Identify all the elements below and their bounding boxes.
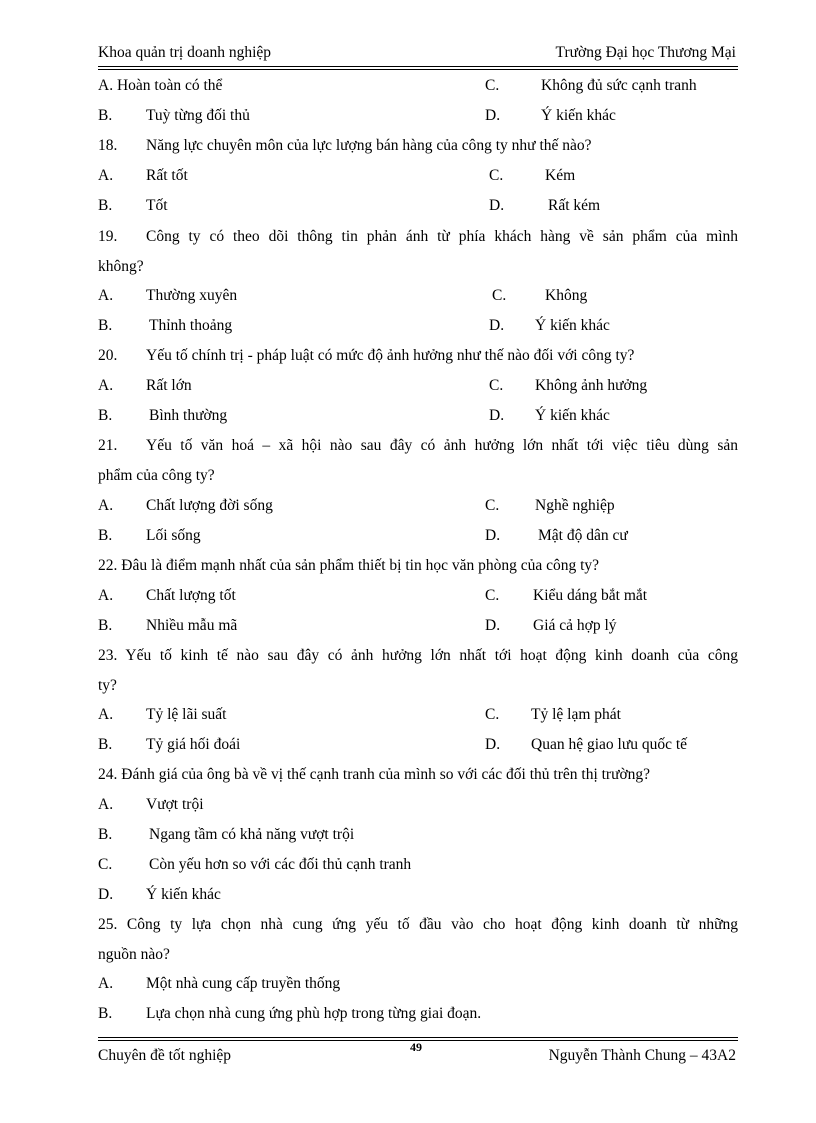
header-rule-inner xyxy=(98,69,738,70)
option-text: Tốt xyxy=(146,197,168,214)
line-text: A. Hoàn toàn có thể xyxy=(98,77,223,94)
option-letter: D. xyxy=(489,407,505,424)
option-letter: B. xyxy=(98,317,113,334)
header-university: Trường Đại học Thương Mại xyxy=(555,44,736,61)
option-text: Rất tốt xyxy=(146,167,188,184)
question-text: Yếu tố chính trị - pháp luật có mức độ ảnh hưởng như thế nào đối với công ty? xyxy=(146,347,635,364)
option-letter: B. xyxy=(98,1005,113,1022)
option-text: Chất lượng đời sống xyxy=(146,497,273,514)
option-text: Bình thường xyxy=(149,407,228,424)
question-text: 24. Đánh giá của ông bà về vị thế cạnh tranh của mình so với các đối thủ trên thị trường? xyxy=(98,766,651,783)
option-text: Mật độ dân cư xyxy=(538,527,628,544)
question-number: 20. xyxy=(98,347,118,364)
question-text: Công ty có theo dõi thông tin phản ánh từ phía khách hàng về sản phẩm của mình xyxy=(146,228,738,245)
question-number: 19. xyxy=(98,228,118,245)
option-text: Còn yếu hơn so với các đối thủ cạnh tranh xyxy=(149,856,412,873)
header-faculty: Khoa quản trị doanh nghiệp xyxy=(98,44,272,61)
option-letter: D. xyxy=(489,197,505,214)
footer-title: Chuyên đề tốt nghiệp xyxy=(98,1047,232,1064)
option-letter: C. xyxy=(489,377,504,394)
option-text: Nghề nghiệp xyxy=(535,497,615,514)
option-text: Tuỳ từng đối thủ xyxy=(146,107,250,124)
option-text: Lựa chọn nhà cung ứng phù hợp trong từng giai đoạn. xyxy=(146,1005,482,1022)
question-text: Năng lực chuyên môn của lực lượng bán hàng của công ty như thế nào? xyxy=(146,137,592,154)
question-text: 23. Yếu tố kinh tế nào sau đây có ảnh hưởng lớn nhất tới hoạt động kinh doanh của công xyxy=(98,647,738,664)
option-text: Không xyxy=(545,287,588,304)
option-letter: B. xyxy=(98,527,113,544)
option-letter: B. xyxy=(98,407,113,424)
option-letter: A. xyxy=(98,167,114,184)
option-text: Ý kiến khác xyxy=(535,407,610,424)
option-text: Rất kém xyxy=(548,197,601,214)
option-text: Rất lớn xyxy=(146,377,192,394)
option-letter: D. xyxy=(485,527,501,544)
option-letter: A. xyxy=(98,287,114,304)
question-text: Yếu tố văn hoá – xã hội nào sau đây có ảnh hưởng lớn nhất tới việc tiêu dùng sản xyxy=(146,437,738,454)
option-text: Tỷ giá hối đoái xyxy=(146,736,241,753)
option-text: Kiểu dáng bắt mắt xyxy=(533,587,648,604)
option-letter: A. xyxy=(98,587,114,604)
option-letter: B. xyxy=(98,197,113,214)
option-letter: D. xyxy=(485,617,501,634)
option-letter: A. xyxy=(98,975,114,992)
question-text-cont: ty? xyxy=(98,677,117,694)
option-letter: D. xyxy=(98,886,114,903)
footer-author: Nguyễn Thành Chung – 43A2 xyxy=(548,1047,736,1064)
option-letter: D. xyxy=(485,736,501,753)
header-rule xyxy=(98,66,738,67)
option-letter: C. xyxy=(489,167,504,184)
option-letter: D. xyxy=(485,107,501,124)
option-text: Tỷ lệ lạm phát xyxy=(531,706,621,723)
option-text: Ý kiến khác xyxy=(541,107,616,124)
option-text: Kém xyxy=(545,167,576,184)
question-number: 21. xyxy=(98,437,118,454)
option-text: Ngang tầm có khả năng vượt trội xyxy=(149,826,355,843)
footer-rule xyxy=(98,1037,738,1038)
option-letter: A. xyxy=(98,796,114,813)
question-text-cont: nguồn nào? xyxy=(98,946,170,963)
option-text: Một nhà cung cấp truyền thống xyxy=(146,975,341,992)
option-letter: D. xyxy=(489,317,505,334)
option-letter: A. xyxy=(98,377,114,394)
option-letter: A. xyxy=(98,497,114,514)
option-text: Không đủ sức cạnh tranh xyxy=(541,77,697,94)
option-letter: C. xyxy=(492,287,507,304)
page-number: 49 xyxy=(410,1040,422,1054)
option-letter: B. xyxy=(98,826,113,843)
option-text: Nhiều mẫu mã xyxy=(146,617,238,634)
option-text: Tỷ lệ lãi suất xyxy=(146,706,227,723)
question-text-cont: phẩm của công ty? xyxy=(98,467,215,484)
option-letter: C. xyxy=(485,77,500,94)
option-text: Ý kiến khác xyxy=(535,317,610,334)
question-text: 25. Công ty lựa chọn nhà cung ứng yếu tố đầu vào cho hoạt động kinh doanh từ những xyxy=(98,916,738,933)
option-letter: C. xyxy=(485,706,500,723)
option-text: Ý kiến khác xyxy=(146,886,221,903)
option-letter: B. xyxy=(98,107,113,124)
page-header xyxy=(98,44,736,66)
question-number: 18. xyxy=(98,137,118,154)
option-letter: C. xyxy=(485,587,500,604)
option-text: Lối sống xyxy=(146,527,201,544)
option-text: Giá cả hợp lý xyxy=(533,617,617,634)
option-letter: B. xyxy=(98,617,113,634)
option-text: Quan hệ giao lưu quốc tế xyxy=(531,736,688,753)
option-letter: C. xyxy=(98,856,113,873)
option-letter: A. xyxy=(98,706,114,723)
option-text: Chất lượng tốt xyxy=(146,587,236,604)
option-text: Vượt trội xyxy=(146,796,204,813)
option-letter: B. xyxy=(98,736,113,753)
option-text: Thường xuyên xyxy=(146,287,238,304)
option-text: Không ảnh hưởng xyxy=(535,377,648,394)
option-letter: C. xyxy=(485,497,500,514)
question-text-cont: không? xyxy=(98,258,144,275)
option-text: Thỉnh thoảng xyxy=(149,317,233,334)
question-text: 22. Đâu là điểm mạnh nhất của sản phẩm thiết bị tin học văn phòng của công ty? xyxy=(98,557,600,574)
